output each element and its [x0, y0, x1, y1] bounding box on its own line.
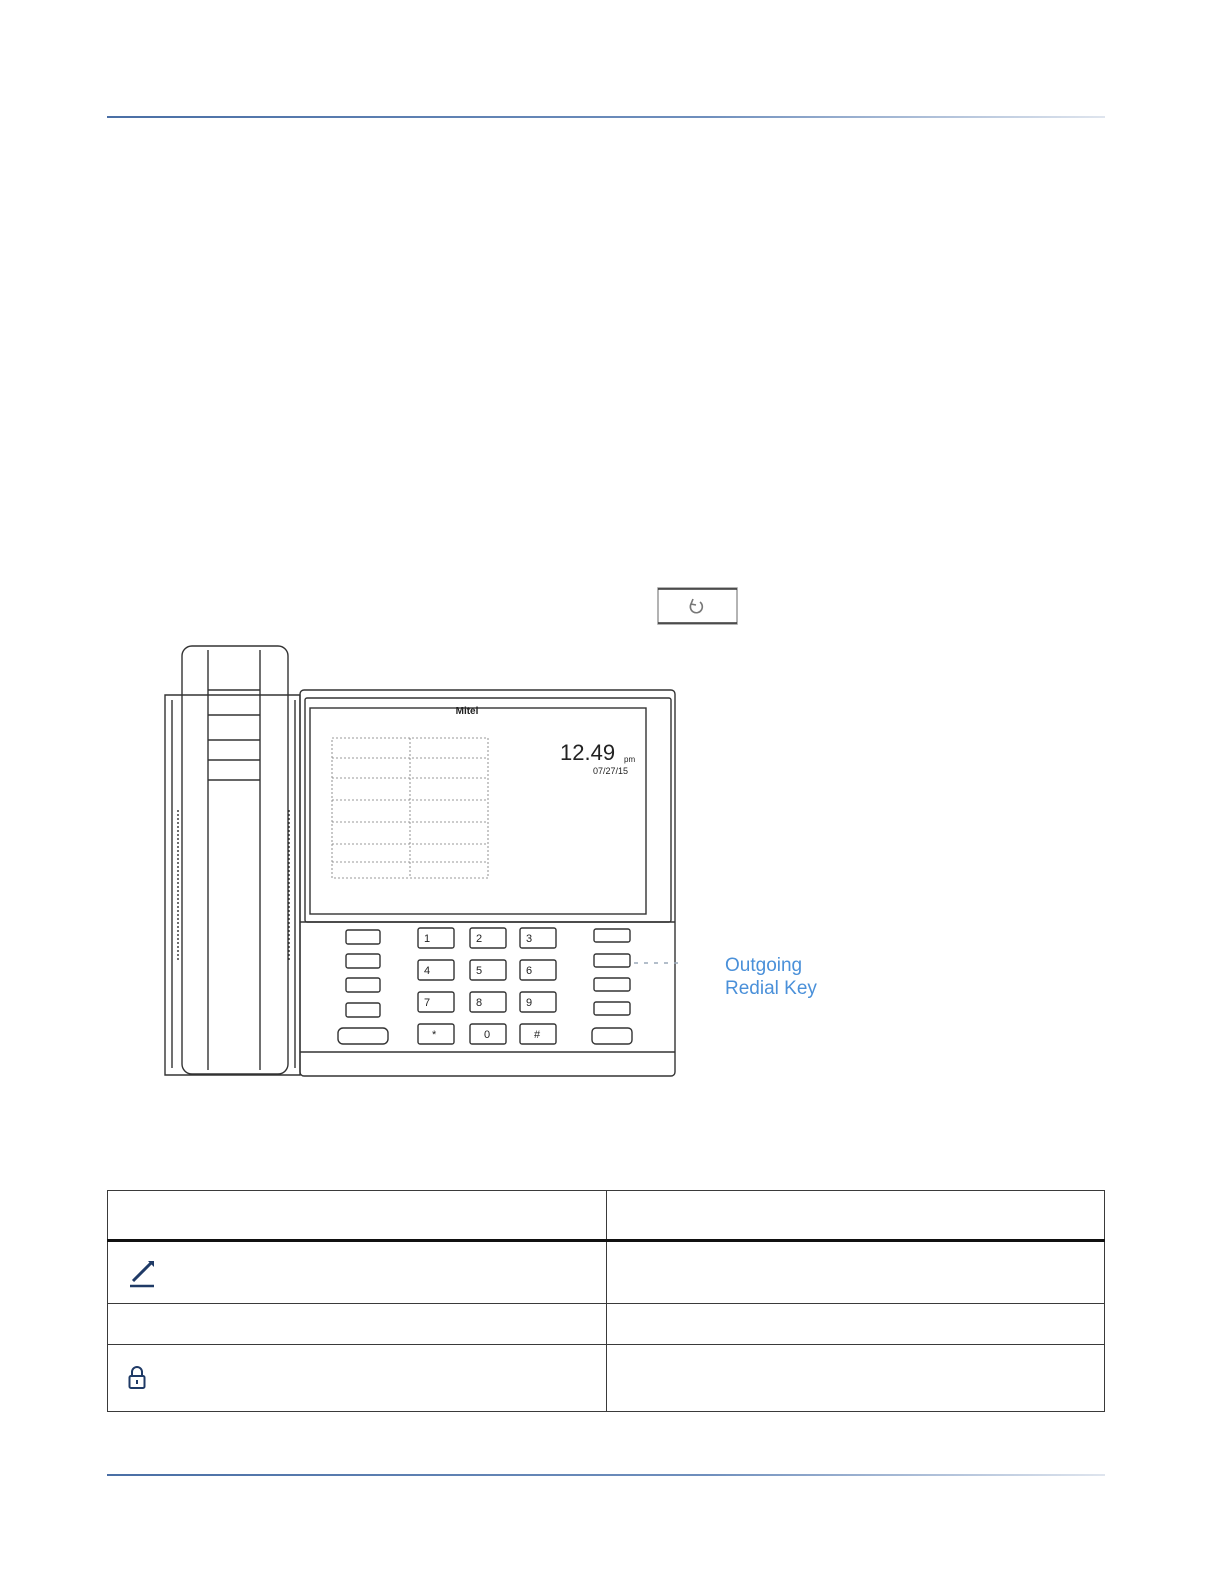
callout-line-1: Outgoing — [725, 955, 803, 976]
key-hash: # — [534, 1029, 541, 1041]
header-rule — [107, 116, 1105, 118]
redial-key-image — [657, 587, 738, 625]
key-1: 1 — [424, 933, 431, 945]
header-cell-description — [607, 1191, 1105, 1241]
screen-ampm: pm — [624, 755, 636, 764]
footer-rule — [107, 1474, 1105, 1476]
outgoing-redial-callout — [725, 954, 817, 1000]
screen-time: 12.49 — [560, 740, 616, 765]
key-2: 2 — [476, 933, 483, 945]
phone-illustration — [160, 640, 680, 1080]
table-cell-icon — [108, 1241, 607, 1304]
header-cell-key — [108, 1191, 607, 1241]
key-8: 8 — [476, 997, 483, 1009]
table-cell-description — [607, 1345, 1105, 1412]
callout-line-2: Redial Key — [725, 978, 817, 999]
table-row — [108, 1345, 1105, 1412]
key-4: 4 — [424, 965, 431, 977]
key-9: 9 — [526, 997, 533, 1009]
screen-date: 07/27/15 — [593, 766, 629, 776]
pencil-edit-icon — [126, 1257, 158, 1289]
table-cell-icon — [108, 1345, 607, 1412]
key-3: 3 — [526, 933, 533, 945]
table-header-row — [108, 1191, 1105, 1241]
key-6: 6 — [526, 965, 533, 977]
key-star: * — [432, 1029, 437, 1041]
table-cell-description — [607, 1304, 1105, 1345]
outgoing-redial-key — [594, 954, 630, 967]
phone-brand: Mitel — [455, 706, 479, 717]
key-description-table — [107, 1190, 1105, 1412]
table-cell-description — [607, 1241, 1105, 1304]
key-7: 7 — [424, 997, 431, 1009]
key-5: 5 — [476, 965, 483, 977]
key-0: 0 — [484, 1029, 491, 1041]
lock-icon — [126, 1365, 148, 1391]
table-row — [108, 1241, 1105, 1304]
table-cell-icon — [108, 1304, 607, 1345]
table-row — [108, 1304, 1105, 1345]
